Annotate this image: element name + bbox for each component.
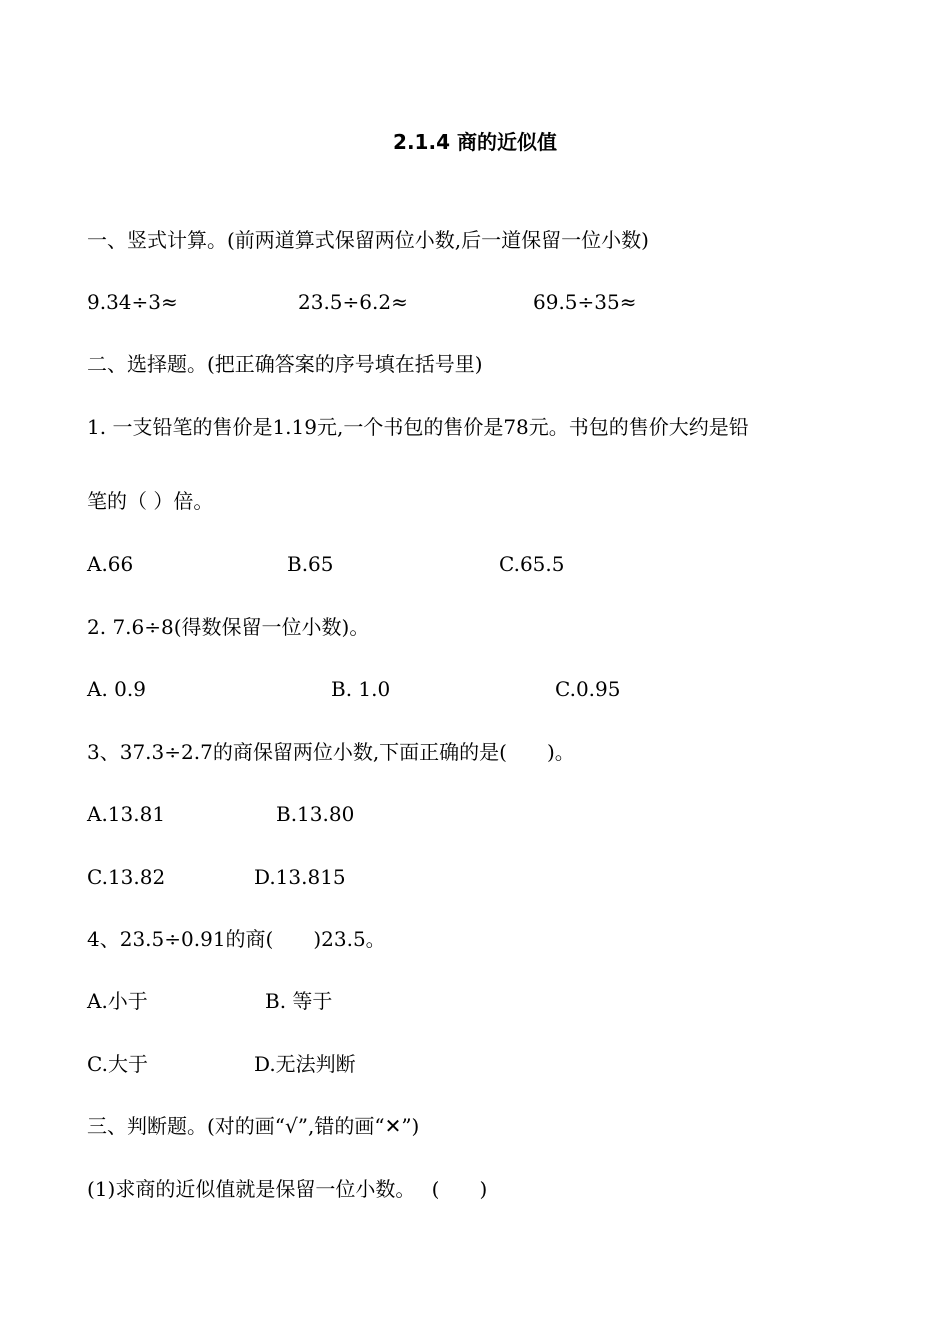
- q1-option-c: C.65.5: [499, 552, 565, 576]
- calc-item-1: 9.34÷3≈: [87, 290, 178, 314]
- q2-option-c: C.0.95: [555, 677, 621, 701]
- q4-option-b: B. 等于: [265, 989, 333, 1013]
- q1-option-b: B.65: [287, 552, 334, 576]
- question-1-line2: 笔的（ ）倍。: [87, 489, 214, 513]
- q4-option-a: A.小于: [87, 989, 148, 1013]
- q4-option-c: C.大于: [87, 1052, 148, 1076]
- q3-option-d: D.13.815: [254, 865, 346, 889]
- question-4: 4、23.5÷0.91的商( )23.5。: [87, 927, 386, 951]
- calc-item-3: 69.5÷35≈: [533, 290, 637, 314]
- q3-option-b: B.13.80: [276, 802, 355, 826]
- calc-item-2: 23.5÷6.2≈: [298, 290, 408, 314]
- question-2: 2. 7.6÷8(得数保留一位小数)。: [87, 615, 370, 639]
- page-title: 2.1.4 商的近似值: [393, 130, 557, 154]
- question-3: 3、37.3÷2.7的商保留两位小数,下面正确的是( )。: [87, 740, 575, 764]
- q1-option-a: A.66: [87, 552, 134, 576]
- judge-item-1: (1)求商的近似值就是保留一位小数。 ( ): [87, 1177, 488, 1201]
- q4-option-d: D.无法判断: [254, 1052, 356, 1076]
- q2-option-b: B. 1.0: [331, 677, 391, 701]
- section2-heading: 二、选择题。(把正确答案的序号填在括号里): [87, 352, 483, 376]
- q3-option-a: A.13.81: [87, 802, 166, 826]
- q3-option-c: C.13.82: [87, 865, 166, 889]
- question-1-line1: 1. 一支铅笔的售价是1.19元,一个书包的售价是78元。书包的售价大约是铅: [87, 415, 749, 439]
- section1-heading: 一、竖式计算。(前两道算式保留两位小数,后一道保留一位小数): [87, 228, 649, 252]
- section3-heading: 三、判断题。(对的画“√”,错的画“✕”): [87, 1114, 420, 1138]
- q2-option-a: A. 0.9: [87, 677, 146, 701]
